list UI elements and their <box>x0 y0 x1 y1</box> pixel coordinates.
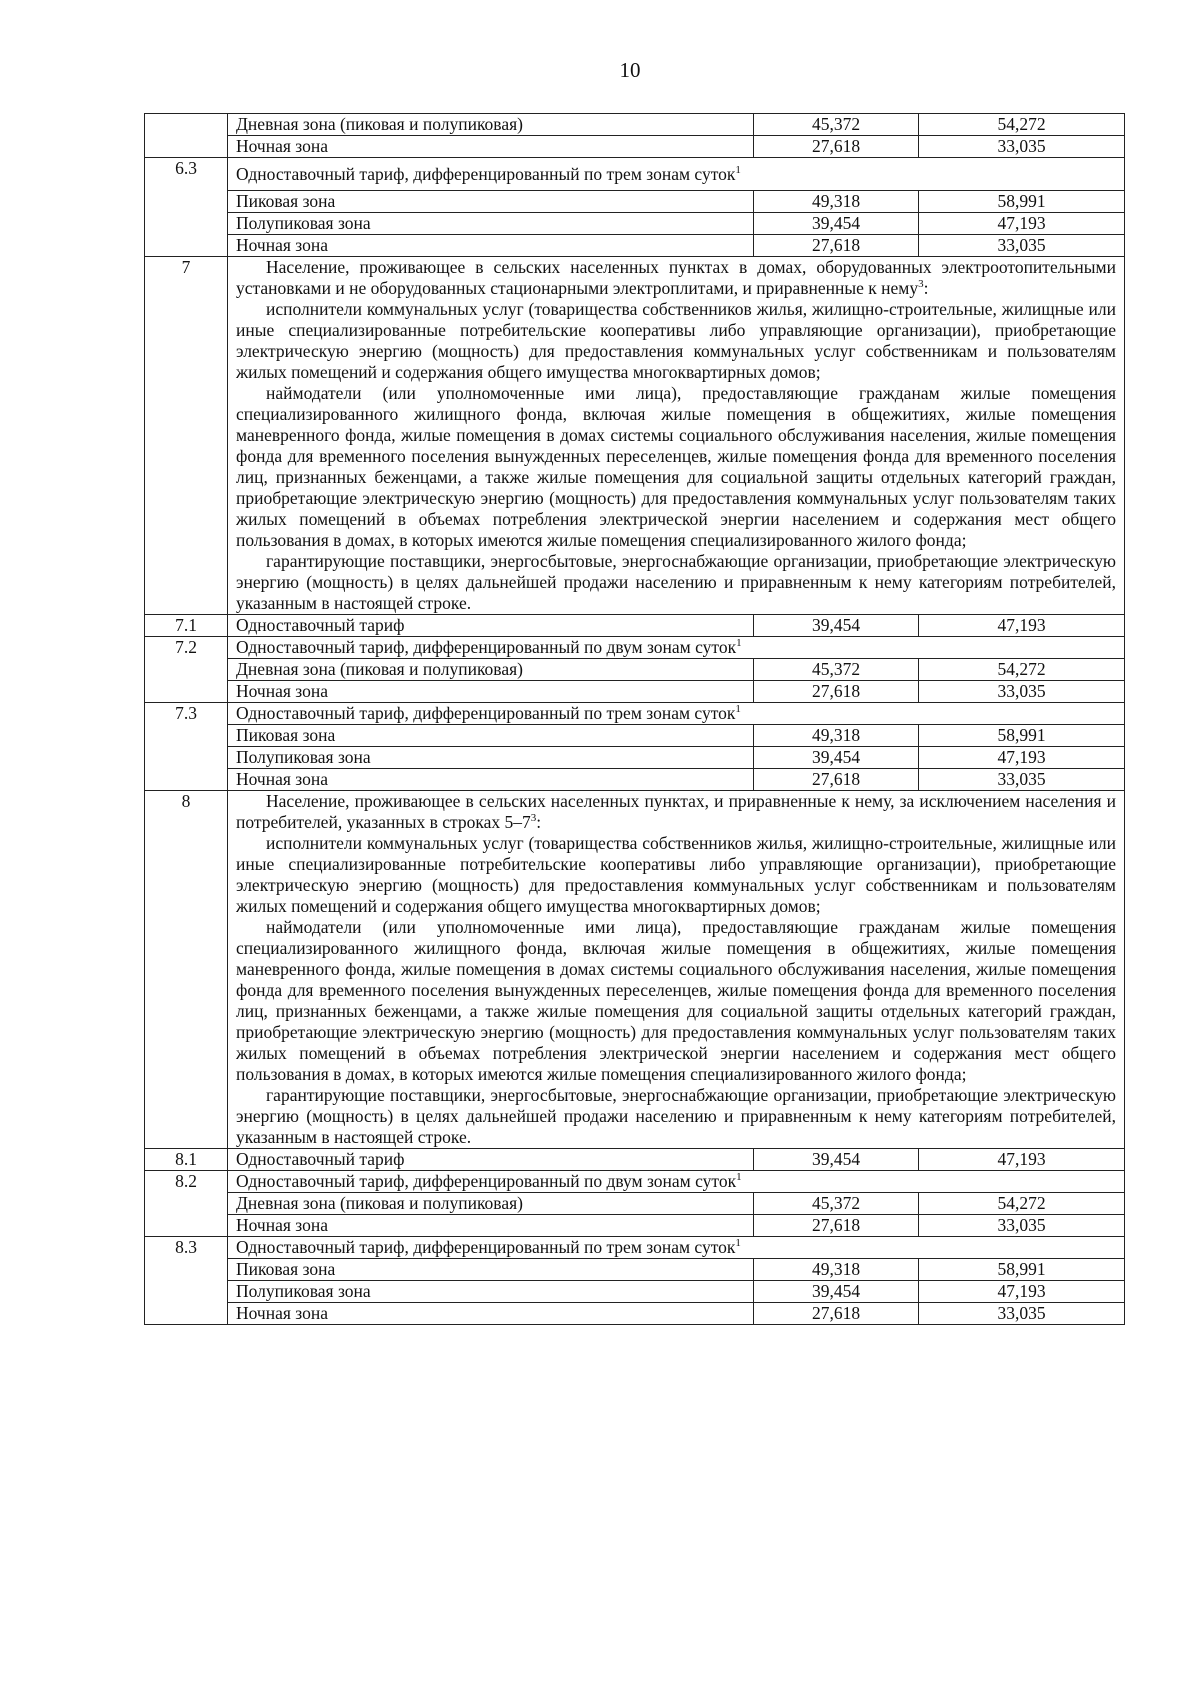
table-row <box>145 1193 1125 1215</box>
section-header <box>228 158 1125 191</box>
value-col2: 33,035 <box>919 1215 1125 1237</box>
description-paragraph: наймодатели (или уполномоченные ими лица), предоставляющие гражданам жилые помещения специализированного жилищного фонда, включая жилые помещения в общежитиях, жилые помещения маневренного фонда, жилые помещения в домах системы социального обслуживания населения, жилые помещения фонда для временного поселения вынужденных переселенцев, жилые помещения фонда для временного поселения лиц, признанных беженцами, а также жилые помещения для социальной защиты отдельных категорий граждан, приобретающие электрическую энергию (мощность) для предоставления коммунальных услуг пользователям таких жилых помещений в объемах потребления электрической энергии населением и содержания мест общего пользования в домах, в которых имеются жилые помещения специализированного жилого фонда; <box>236 917 1116 1084</box>
value-col2: 58,991 <box>919 1259 1125 1281</box>
row-label: Дневная зона (пиковая и полупиковая) <box>228 1193 754 1215</box>
category-description <box>228 791 1125 1149</box>
row-label: Ночная зона <box>228 235 754 257</box>
row-number-cell: 6.3 <box>145 158 228 257</box>
footnote-marker: 1 <box>735 703 741 716</box>
row-label: Ночная зона <box>228 136 754 158</box>
category-description <box>228 257 1125 615</box>
table-row <box>145 615 1125 637</box>
value-col2: 47,193 <box>919 615 1125 637</box>
description-paragraph: гарантирующие поставщики, энергосбытовые, энергоснабжающие организации, приобретающие электрическую энергию (мощность) в целях дальнейшей продажи населению и приравненным к нему категориям потребителей, указанным в настоящей строке. <box>236 1085 1116 1147</box>
row-number-cell: 8.3 <box>145 1237 228 1325</box>
section-header <box>228 1171 1125 1193</box>
value-col1: 39,454 <box>754 1281 919 1303</box>
page-number: 10 <box>619 58 641 82</box>
row-label: Полупиковая зона <box>228 213 754 235</box>
value-col2: 58,991 <box>919 725 1125 747</box>
table-row <box>145 1215 1125 1237</box>
footnote-marker: 1 <box>735 163 741 176</box>
value-col1: 49,318 <box>754 1259 919 1281</box>
description-paragraph <box>236 791 1116 833</box>
table-row <box>145 725 1125 747</box>
value-col1: 27,618 <box>754 235 919 257</box>
value-col1: 27,618 <box>754 769 919 791</box>
value-col2: 47,193 <box>919 747 1125 769</box>
footnote-marker: 3 <box>918 278 924 291</box>
table-row <box>145 791 1125 1149</box>
value-col1: 39,454 <box>754 1149 919 1171</box>
table-row <box>145 158 1125 191</box>
table-row <box>145 191 1125 213</box>
table-row <box>145 136 1125 158</box>
value-col2: 33,035 <box>919 1303 1125 1325</box>
row-label: Ночная зона <box>228 681 754 703</box>
row-label: Дневная зона (пиковая и полупиковая) <box>228 659 754 681</box>
description-paragraph: исполнители коммунальных услуг (товарищества собственников жилья, жилищно-строительные, жилищные или иные специализированные потребительские кооперативы либо управляющие организации), приобретающие электрическую энергию (мощность) для предоставления коммунальных услуг собственникам и пользователям жилых помещений и содержания общего имущества многоквартирных домов; <box>236 299 1116 382</box>
row-label: Пиковая зона <box>228 1259 754 1281</box>
table-row <box>145 1303 1125 1325</box>
value-col2: 33,035 <box>919 769 1125 791</box>
row-label: Ночная зона <box>228 769 754 791</box>
row-label: Пиковая зона <box>228 191 754 213</box>
description-paragraph: исполнители коммунальных услуг (товарищества собственников жилья, жилищно-строительные, жилищные или иные специализированные потребительские кооперативы либо управляющие организации), приобретающие электрическую энергию (мощность) для предоставления коммунальных услуг собственникам и пользователям жилых помещений и содержания общего имущества многоквартирных домов; <box>236 833 1116 916</box>
table-row <box>145 114 1125 136</box>
table-row <box>145 681 1125 703</box>
description-text: Население, проживающее в сельских населенных пунктах в домах, оборудованных электроотопительными установками и не оборудованных стационарными электроплитами, и приравненные к нему <box>236 257 1116 298</box>
value-col1: 27,618 <box>754 136 919 158</box>
value-col1: 27,618 <box>754 1303 919 1325</box>
table-row <box>145 235 1125 257</box>
section-header-text: Одноставочный тариф, дифференцированный по трем зонам суток <box>236 163 736 184</box>
row-number-cell: 7.1 <box>145 615 228 637</box>
section-header-text: Одноставочный тариф, дифференцированный по трем зонам суток <box>236 1237 736 1257</box>
section-header-text: Одноставочный тариф, дифференцированный по трем зонам суток <box>236 703 736 723</box>
row-label: Полупиковая зона <box>228 747 754 769</box>
table-row <box>145 659 1125 681</box>
value-col2: 33,035 <box>919 136 1125 158</box>
value-col2: 47,193 <box>919 1149 1125 1171</box>
footnote-marker: 1 <box>736 637 742 650</box>
description-text: Население, проживающее в сельских населенных пунктах, и приравненные к нему, за исключением населения и потребителей, указанных в строках 5–7 <box>236 791 1116 832</box>
row-label: Ночная зона <box>228 1215 754 1237</box>
description-punct: : <box>923 278 929 298</box>
description-punct: : <box>536 812 542 832</box>
row-number-cell: 8.2 <box>145 1171 228 1237</box>
value-col1: 45,372 <box>754 1193 919 1215</box>
tariff-table <box>144 113 1125 1325</box>
table-row <box>145 703 1125 725</box>
row-label: Одноставочный тариф <box>228 615 754 637</box>
value-col1: 45,372 <box>754 659 919 681</box>
value-col1: 39,454 <box>754 615 919 637</box>
table-row <box>145 1259 1125 1281</box>
value-col1: 49,318 <box>754 725 919 747</box>
table-row <box>145 747 1125 769</box>
row-number-cell: 7.2 <box>145 637 228 703</box>
row-label: Одноставочный тариф <box>228 1149 754 1171</box>
footnote-marker: 1 <box>735 1237 741 1250</box>
footnote-marker: 1 <box>736 1171 742 1184</box>
value-col2: 58,991 <box>919 191 1125 213</box>
row-label: Дневная зона (пиковая и полупиковая) <box>228 114 754 136</box>
section-header <box>228 703 1125 725</box>
description-paragraph: гарантирующие поставщики, энергосбытовые, энергоснабжающие организации, приобретающие электрическую энергию (мощность) в целях дальнейшей продажи населению и приравненным к нему категориям потребителей, указанным в настоящей строке. <box>236 551 1116 613</box>
description-paragraph <box>236 257 1116 299</box>
value-col1: 39,454 <box>754 747 919 769</box>
row-number-cell: 7.3 <box>145 703 228 791</box>
value-col2: 47,193 <box>919 213 1125 235</box>
row-number-cell: 7 <box>145 257 228 615</box>
table-row <box>145 1171 1125 1193</box>
row-number-cell: 8 <box>145 791 228 1149</box>
value-col1: 45,372 <box>754 114 919 136</box>
table-row <box>145 213 1125 235</box>
row-label: Ночная зона <box>228 1303 754 1325</box>
table-row <box>145 637 1125 659</box>
table-row <box>145 257 1125 615</box>
row-number-cell <box>145 114 228 158</box>
value-col2: 54,272 <box>919 659 1125 681</box>
table-row <box>145 769 1125 791</box>
value-col1: 49,318 <box>754 191 919 213</box>
value-col1: 27,618 <box>754 1215 919 1237</box>
value-col1: 39,454 <box>754 213 919 235</box>
row-label: Пиковая зона <box>228 725 754 747</box>
section-header <box>228 1237 1125 1259</box>
table-row <box>145 1149 1125 1171</box>
value-col2: 47,193 <box>919 1281 1125 1303</box>
row-number-cell: 8.1 <box>145 1149 228 1171</box>
value-col2: 33,035 <box>919 235 1125 257</box>
table-row <box>145 1281 1125 1303</box>
section-header-text: Одноставочный тариф, дифференцированный по двум зонам суток <box>236 637 737 657</box>
value-col2: 54,272 <box>919 114 1125 136</box>
table-row <box>145 1237 1125 1259</box>
section-header <box>228 637 1125 659</box>
value-col2: 33,035 <box>919 681 1125 703</box>
footnote-marker: 3 <box>530 812 537 825</box>
value-col1: 27,618 <box>754 681 919 703</box>
row-label: Полупиковая зона <box>228 1281 754 1303</box>
value-col2: 54,272 <box>919 1193 1125 1215</box>
section-header-text: Одноставочный тариф, дифференцированный по двум зонам суток <box>236 1171 737 1191</box>
description-paragraph: наймодатели (или уполномоченные ими лица), предоставляющие гражданам жилые помещения специализированного жилищного фонда, включая жилые помещения в общежитиях, жилые помещения маневренного фонда, жилые помещения в домах системы социального обслуживания населения, жилые помещения фонда для временного поселения вынужденных переселенцев, жилые помещения фонда для временного поселения лиц, признанных беженцами, а также жилые помещения для социальной защиты отдельных категорий граждан, приобретающие электрическую энергию (мощность) для предоставления коммунальных услуг пользователям таких жилых помещений в объемах потребления электрической энергии населением и содержания мест общего пользования в домах, в которых имеются жилые помещения специализированного жилого фонда; <box>236 383 1116 550</box>
